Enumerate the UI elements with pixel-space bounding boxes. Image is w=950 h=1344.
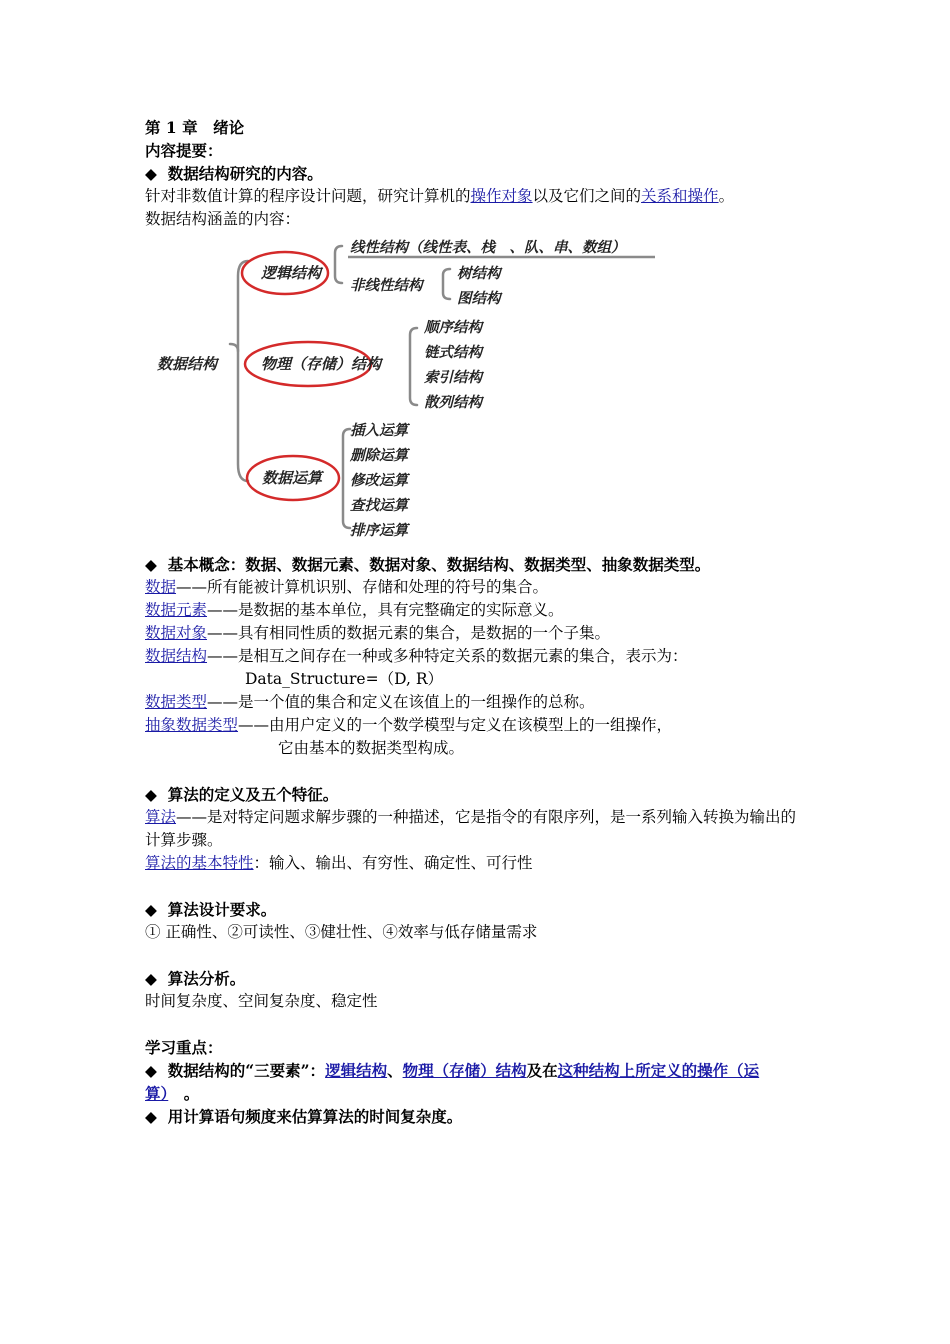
- section-title: 基本概念：数据、数据元素、数据对象、数据结构、数据类型、抽象数据类型。: [167, 555, 711, 574]
- node-operations: 数据运算: [262, 469, 323, 487]
- chapter-title: 第 1 章 绪论: [145, 118, 245, 137]
- text: 针对非数值计算的程序设计问题，研究计算机的: [145, 187, 471, 205]
- term-data-structure[interactable]: 数据结构: [145, 647, 208, 665]
- definition-line: [145, 576, 805, 599]
- text: ——由用户定义的一个数学模型与定义在该模型上的一组操作，: [238, 716, 673, 734]
- formula: Data_Structure=（D, R）: [245, 670, 443, 688]
- node-linear: 线性结构（线性表、栈 、队、串、数组）: [350, 240, 626, 256]
- node-modify: 修改运算: [350, 473, 408, 489]
- section-heading-concepts: [145, 553, 805, 576]
- link-operations[interactable]: 这种结构上所定义的操作（运算）: [145, 1061, 760, 1103]
- node-linked: 链式结构: [424, 345, 482, 361]
- key-point: [145, 1105, 805, 1128]
- section-heading-algorithm: [145, 783, 805, 806]
- text: ——是相互之间存在一种或多种特定关系的数据元素的集合，表示为：: [207, 647, 688, 665]
- diamond-bullet-icon: ◆: [145, 969, 157, 988]
- diamond-bullet-icon: ◆: [145, 1107, 157, 1126]
- node-graph: 图结构: [457, 291, 501, 307]
- link-logical-structure[interactable]: 逻辑结构: [325, 1061, 388, 1080]
- term-data-element[interactable]: 数据元素: [145, 601, 208, 619]
- definition-line: [145, 806, 805, 852]
- text: ——是一个值的集合和定义在该值上的一组操作的总称。: [207, 693, 595, 711]
- term-data-object[interactable]: 数据对象: [145, 624, 208, 642]
- text: ：输入、输出、有穷性、确定性、可行性: [253, 854, 533, 872]
- key-point: [145, 1059, 805, 1105]
- definition-line: [145, 852, 805, 875]
- node-physical: 物理（存储）结构: [261, 355, 382, 373]
- definition-line: [145, 714, 805, 737]
- text: ——具有相同性质的数据元素的集合，是数据的一个子集。: [207, 624, 611, 642]
- section-title: 算法的定义及五个特征。: [167, 785, 339, 804]
- text: 以及它们之间的: [532, 187, 642, 205]
- section-heading-analysis: [145, 967, 805, 990]
- diamond-bullet-icon: ◆: [145, 164, 157, 183]
- node-search: 查找运算: [350, 498, 408, 514]
- node-nonlinear: 非线性结构: [350, 278, 423, 294]
- term-data-type[interactable]: 数据类型: [145, 693, 208, 711]
- diamond-bullet-icon: ◆: [145, 785, 157, 804]
- term-algorithm-properties[interactable]: 算法的基本特性: [145, 854, 254, 872]
- diamond-bullet-icon: ◆: [145, 555, 157, 574]
- section-title: 算法分析。: [167, 969, 246, 988]
- section-title: 算法设计要求。: [167, 900, 277, 919]
- term-data[interactable]: 数据: [145, 578, 177, 596]
- text: ——是对特定问题求解步骤的一种描述，它是指令的有限序列，是一系列输入转换为输出的计算步骤。: [145, 808, 797, 849]
- text: 、: [387, 1061, 403, 1080]
- definition-line: [145, 599, 805, 622]
- link-relations-operations[interactable]: 关系和操作: [641, 187, 719, 205]
- definition-continuation: 它由基本的数据类型构成。: [278, 739, 465, 757]
- node-insert: 插入运算: [350, 423, 408, 439]
- summary-heading: 内容提要：: [145, 141, 223, 160]
- key-points-heading: 学习重点：: [145, 1038, 223, 1057]
- section-heading-content: [145, 162, 805, 185]
- section-title: 数据结构研究的内容。: [167, 164, 323, 183]
- node-logical: 逻辑结构: [261, 264, 322, 282]
- data-structure-mind-map: [145, 231, 705, 541]
- document-page: [145, 116, 805, 1128]
- term-algorithm[interactable]: 算法: [145, 808, 177, 826]
- text: 用计算语句频度来估算算法的时间复杂度。: [167, 1107, 463, 1126]
- diamond-bullet-icon: ◆: [145, 1061, 157, 1080]
- link-operation-object[interactable]: 操作对象: [470, 187, 533, 205]
- text: ——是数据的基本单位，具有完整确定的实际意义。: [207, 601, 564, 619]
- text: 数据结构的“三要素”：: [167, 1061, 326, 1080]
- definition-line: [145, 645, 805, 668]
- section-heading-design: [145, 898, 805, 921]
- paragraph: ① 正确性、②可读性、③健壮性、④效率与低存储量需求: [145, 923, 538, 941]
- node-hash: 散列结构: [424, 395, 482, 411]
- node-sort: 排序运算: [350, 523, 408, 539]
- node-indexed: 索引结构: [424, 370, 482, 386]
- text: ——所有能被计算机识别、存储和处理的符号的集合。: [176, 578, 549, 596]
- node-sequential: 顺序结构: [424, 320, 482, 336]
- term-abstract-data-type[interactable]: 抽象数据类型: [145, 716, 239, 734]
- link-physical-structure[interactable]: 物理（存储）结构: [402, 1061, 527, 1080]
- text: 及在: [526, 1061, 558, 1080]
- paragraph: [145, 185, 805, 208]
- definition-line: [145, 691, 805, 714]
- text: 。: [168, 1084, 200, 1103]
- node-tree: 树结构: [457, 266, 501, 282]
- node-delete: 删除运算: [350, 448, 408, 464]
- node-root: 数据结构: [157, 355, 218, 373]
- text: 。: [718, 187, 735, 205]
- paragraph: 时间复杂度、空间复杂度、稳定性: [145, 992, 378, 1010]
- definition-line: [145, 622, 805, 645]
- paragraph: 数据结构涵盖的内容：: [145, 210, 301, 228]
- diamond-bullet-icon: ◆: [145, 900, 157, 919]
